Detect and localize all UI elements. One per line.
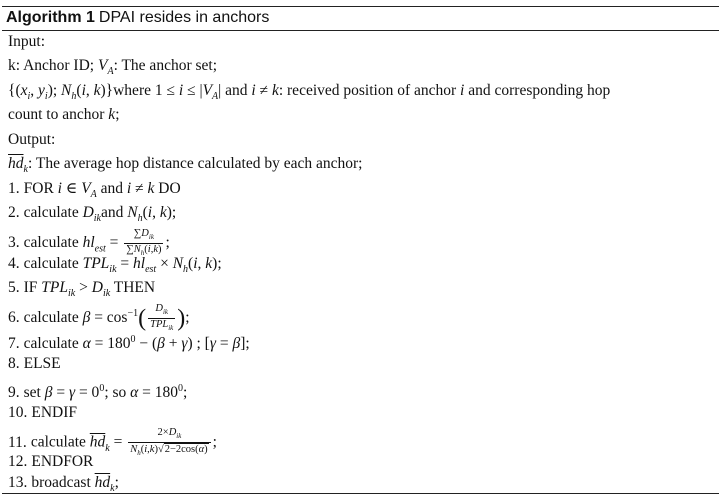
step-5: 5. IF $TPL_{ik} > D_{ik}$ THEN bbox=[8, 279, 156, 300]
algorithm-box bbox=[2, 6, 719, 494]
input-line-3: count to anchor k; bbox=[8, 106, 120, 123]
step-3: 3. calculate $hl_{est}$ = $\frac{\sum D_{ik}}{\sum N_h(i,k)}$ ; bbox=[8, 228, 170, 258]
step-2: 2. calculate $D_{ik}and$ $N_h(i$, k); bbox=[8, 204, 177, 225]
step-7: 7. calculate $\alpha = 180^0 - (\beta + \gamma)$ ; [γ = β]; bbox=[8, 334, 250, 353]
step-11: 11. calculate $\overline{hd}_k$ = $\frac{2\times D_{ik}}{N_h(i,k)√2-2\cos(\alpha)}$ ; bbox=[8, 427, 217, 458]
hd-fraction: $\frac{2\times D_{ik}}{N_h(i,k)√2-2\cos(\alpha)}$ bbox=[128, 427, 210, 459]
hl-est-fraction: $\frac{\sum D_{ik}}{\sum N_h(i,k)}$ bbox=[126, 228, 162, 258]
algorithm-header bbox=[6, 8, 269, 28]
input-heading: Input: bbox=[8, 33, 46, 50]
step-6: 6. calculate $\beta = \cos^{-1}$( $\frac{D_{ik}}{TPL_{ik}}$ ); bbox=[8, 303, 190, 333]
step-12: 12. ENDFOR bbox=[8, 453, 94, 470]
step-9: 9. set $\beta = \gamma = 0^0$; so $\alpha = 180^0$; bbox=[8, 383, 188, 402]
algorithm-label: Algorithm 1 bbox=[6, 9, 95, 26]
step-8: 8. ELSE bbox=[8, 355, 61, 372]
output-heading: Output: bbox=[8, 131, 56, 148]
input-line-2: {($x_i$, $y_i$); $N_h(i$, k)}where $1 \le i \le |V_A|$ and i ≠ k: received position of anchor i and corresponding hop bbox=[8, 82, 611, 103]
output-line-1: $\overline{hd}_k$: The average hop distance calculated by each anchor; bbox=[8, 155, 363, 176]
step-13: 13. broadcast $\overline{hd}_k$; bbox=[8, 474, 119, 495]
header-rule bbox=[2, 30, 719, 31]
step-1: 1. FOR i ∈ $V_A$ and i ≠ k DO bbox=[8, 180, 181, 201]
algorithm-title: DPAI resides in anchors bbox=[98, 9, 270, 26]
step-4: 4. calculate $TPL_{ik} = hl_{est} \times N_h(i$, k); bbox=[8, 255, 222, 276]
input-line-1: k: Anchor ID; $V_A$: The anchor set; bbox=[8, 57, 218, 78]
step-10: 10. ENDIF bbox=[8, 404, 78, 421]
beta-fraction: $\frac{D_{ik}}{TPL_{ik}}$ bbox=[150, 303, 174, 333]
top-rule bbox=[2, 6, 719, 7]
bottom-rule bbox=[2, 493, 719, 494]
